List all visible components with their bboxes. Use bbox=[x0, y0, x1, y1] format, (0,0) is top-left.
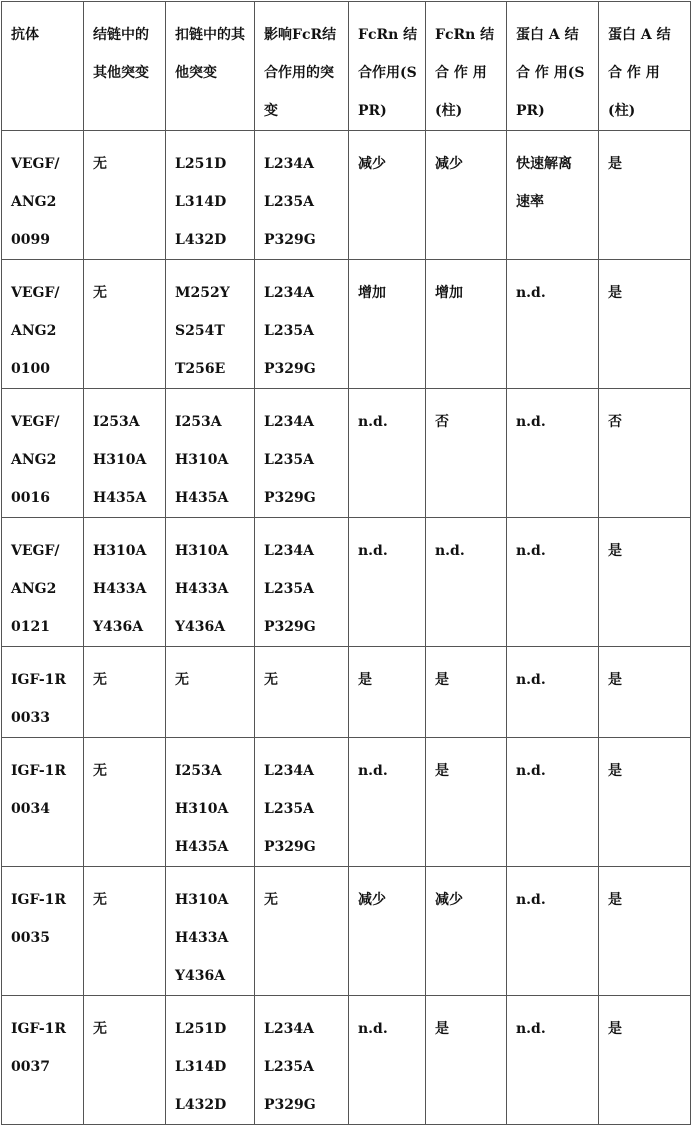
table-cell: L234A L235A P329G bbox=[255, 738, 349, 867]
header-cell: 蛋白 A 结合 作 用(柱) bbox=[599, 2, 691, 131]
table-cell: 是 bbox=[599, 867, 691, 996]
table-cell: 是 bbox=[599, 131, 691, 260]
table-cell: L234A L235A P329G bbox=[255, 260, 349, 389]
table-cell: 无 bbox=[84, 647, 166, 738]
table-cell: 减少 bbox=[349, 867, 426, 996]
table-cell: 无 bbox=[84, 996, 166, 1125]
table-cell: 无 bbox=[84, 131, 166, 260]
table-cell: 快速解离 速率 bbox=[507, 131, 599, 260]
table-row bbox=[2, 131, 691, 260]
table-cell: 无 bbox=[84, 260, 166, 389]
table-cell: 增加 bbox=[349, 260, 426, 389]
header-cell: 影响FcR结合作用的突变 bbox=[255, 2, 349, 131]
table-row bbox=[2, 738, 691, 867]
table-cell: 是 bbox=[599, 260, 691, 389]
table-cell: L234A L235A P329G bbox=[255, 389, 349, 518]
table-cell: 减少 bbox=[349, 131, 426, 260]
table-cell: n.d. bbox=[507, 518, 599, 647]
table-row bbox=[2, 867, 691, 996]
table-cell: n.d. bbox=[507, 996, 599, 1125]
table-cell: L234A L235A P329G bbox=[255, 131, 349, 260]
table-cell: 无 bbox=[255, 647, 349, 738]
table-cell: 是 bbox=[599, 996, 691, 1125]
table-cell: H310A H433A Y436A bbox=[166, 518, 255, 647]
table-cell: L251D L314D L432D bbox=[166, 996, 255, 1125]
table-cell: 无 bbox=[84, 738, 166, 867]
table-cell: n.d. bbox=[349, 389, 426, 518]
table-cell: 是 bbox=[426, 996, 507, 1125]
table-cell: VEGF/ ANG2 0121 bbox=[2, 518, 84, 647]
table-cell: I253A H310A H435A bbox=[84, 389, 166, 518]
table-row bbox=[2, 647, 691, 738]
table-cell: n.d. bbox=[349, 518, 426, 647]
table-cell: VEGF/ ANG2 0016 bbox=[2, 389, 84, 518]
header-cell: 蛋白 A 结合 作 用(SPR) bbox=[507, 2, 599, 131]
header-cell: 结链中的其他突变 bbox=[84, 2, 166, 131]
table-cell: 减少 bbox=[426, 867, 507, 996]
table-cell: 是 bbox=[426, 738, 507, 867]
table-cell: 无 bbox=[166, 647, 255, 738]
table-cell: 无 bbox=[255, 867, 349, 996]
table-cell: IGF-1R 0035 bbox=[2, 867, 84, 996]
table-cell: n.d. bbox=[349, 996, 426, 1125]
antibody-mutation-table bbox=[1, 1, 691, 1125]
table-cell: L251D L314D L432D bbox=[166, 131, 255, 260]
table-cell: L234A L235A P329G bbox=[255, 996, 349, 1125]
header-row bbox=[2, 2, 691, 131]
table-cell: n.d. bbox=[507, 738, 599, 867]
header-cell: FcRn 结合 作 用(柱) bbox=[426, 2, 507, 131]
table-cell: 是 bbox=[599, 738, 691, 867]
table-cell: n.d. bbox=[507, 389, 599, 518]
table-cell: 增加 bbox=[426, 260, 507, 389]
table-row bbox=[2, 389, 691, 518]
table-cell: I253A H310A H435A bbox=[166, 738, 255, 867]
table-cell: 减少 bbox=[426, 131, 507, 260]
table-cell: L234A L235A P329G bbox=[255, 518, 349, 647]
table-cell: n.d. bbox=[507, 647, 599, 738]
table-cell: I253A H310A H435A bbox=[166, 389, 255, 518]
table-row bbox=[2, 260, 691, 389]
header-cell: 扣链中的其他突变 bbox=[166, 2, 255, 131]
header-cell: FcRn 结合作用(SPR) bbox=[349, 2, 426, 131]
table-cell: IGF-1R 0034 bbox=[2, 738, 84, 867]
table-cell: 是 bbox=[349, 647, 426, 738]
table-cell: 否 bbox=[426, 389, 507, 518]
table-row bbox=[2, 518, 691, 647]
table-cell: H310A H433A Y436A bbox=[84, 518, 166, 647]
table-cell: VEGF/ ANG2 0099 bbox=[2, 131, 84, 260]
table-cell: n.d. bbox=[426, 518, 507, 647]
table-cell: 是 bbox=[599, 647, 691, 738]
table-cell: VEGF/ ANG2 0100 bbox=[2, 260, 84, 389]
header-cell: 抗体 bbox=[2, 2, 84, 131]
table-cell: n.d. bbox=[349, 738, 426, 867]
table-cell: 是 bbox=[599, 518, 691, 647]
table-cell: IGF-1R 0033 bbox=[2, 647, 84, 738]
table-cell: 是 bbox=[426, 647, 507, 738]
table-cell: n.d. bbox=[507, 260, 599, 389]
table-cell: 否 bbox=[599, 389, 691, 518]
table-row bbox=[2, 996, 691, 1125]
table-cell: M252Y S254T T256E bbox=[166, 260, 255, 389]
table-cell: 无 bbox=[84, 867, 166, 996]
table-cell: IGF-1R 0037 bbox=[2, 996, 84, 1125]
table-cell: H310A H433A Y436A bbox=[166, 867, 255, 996]
table-cell: n.d. bbox=[507, 867, 599, 996]
